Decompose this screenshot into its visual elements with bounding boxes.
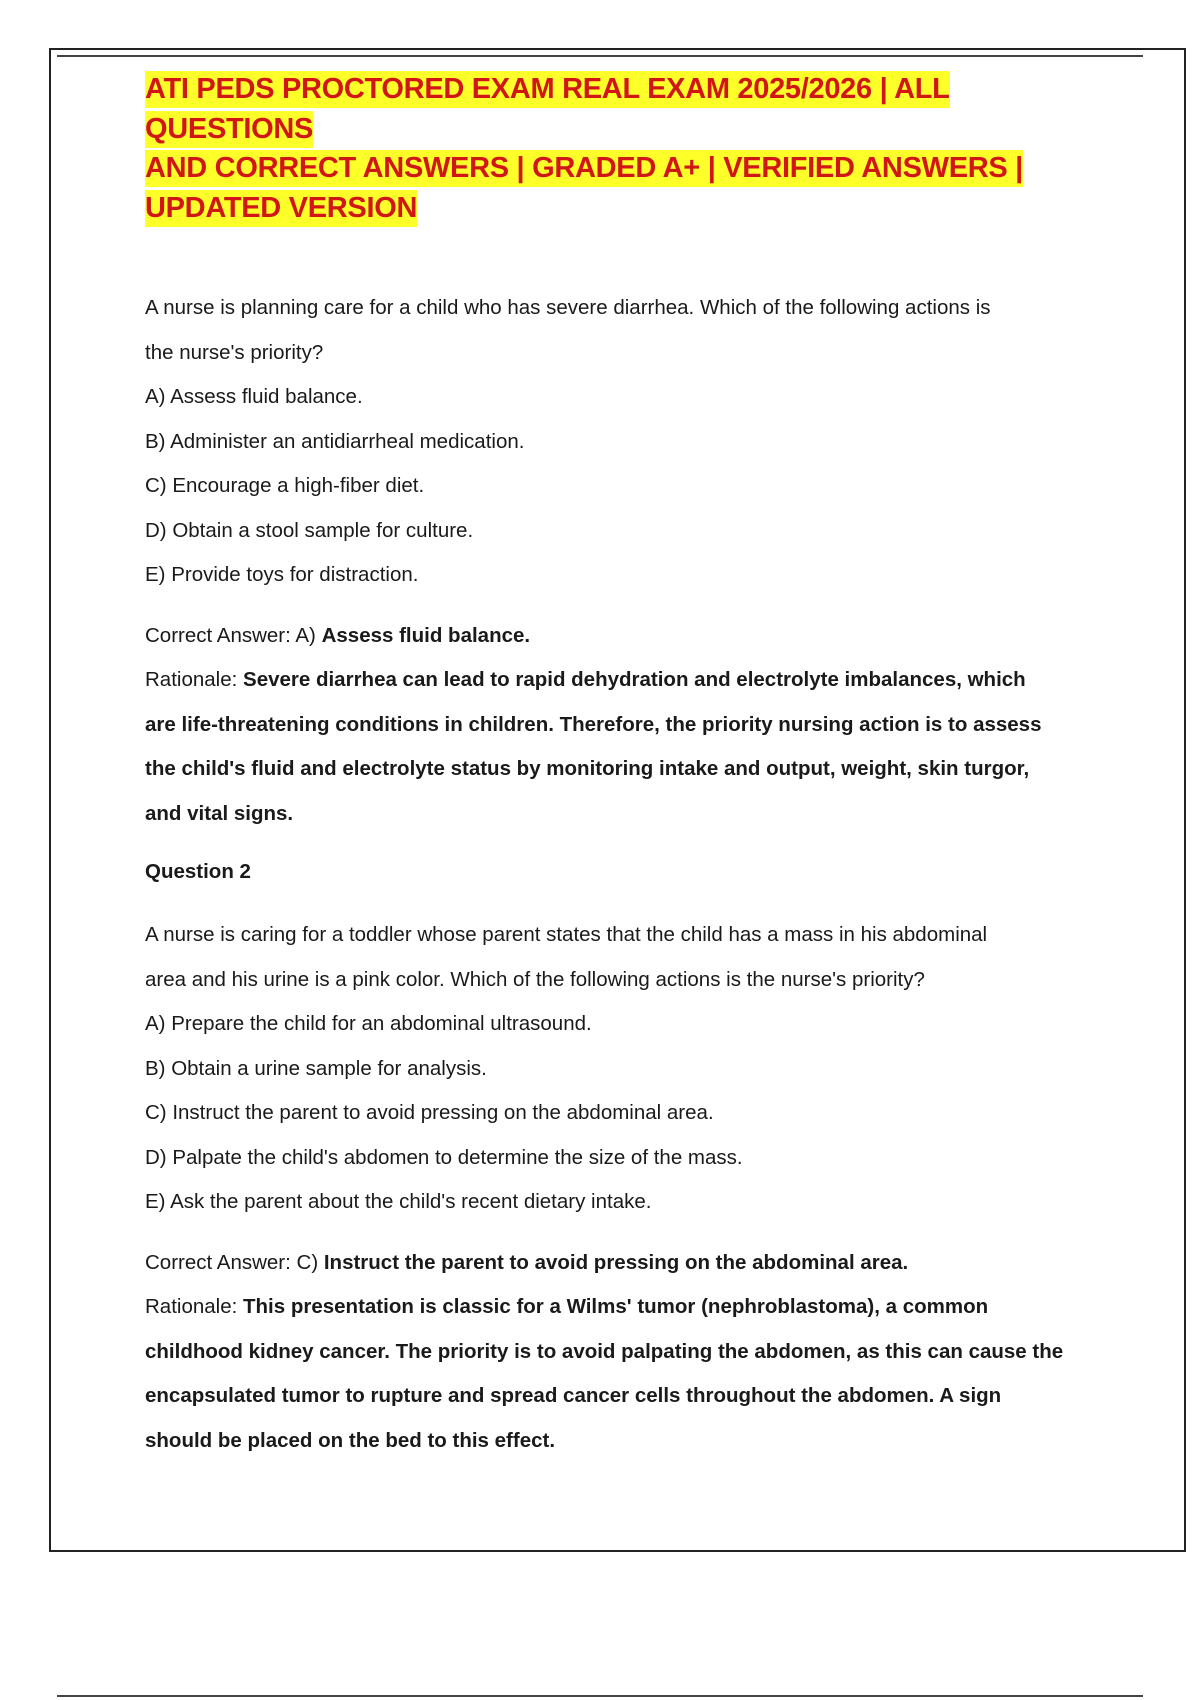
- rationale: [145, 658, 1090, 703]
- rationale-line: and vital signs.: [145, 801, 294, 825]
- question-heading: Question 2: [145, 860, 251, 883]
- rationale-line: should be placed on the bed to this effect.: [145, 1428, 556, 1452]
- document-content: [145, 70, 1090, 1463]
- correct-answer-label: Correct Answer: C): [145, 1250, 324, 1274]
- rationale-line: encapsulated tumor to rupture and spread cancer cells throughout the abdomen. A sign: [145, 1384, 1002, 1407]
- rationale-line: This presentation is classic for a Wilms' tumor (nephroblastoma), a common: [243, 1295, 989, 1318]
- answer-option-a: A) Assess fluid balance.: [145, 385, 363, 408]
- question-stem-line: area and his urine is a pink color. Which of the following actions is the nurse's priority?: [145, 967, 925, 991]
- rationale-label: Rationale:: [145, 668, 244, 691]
- question-stem-line: the nurse's priority?: [145, 340, 324, 364]
- correct-answer-text: Instruct the parent to avoid pressing on the abdominal area.: [323, 1250, 909, 1274]
- title-line: UPDATED VERSION: [145, 190, 417, 227]
- rationale-line: Severe diarrhea can lead to rapid dehydration and electrolyte imbalances, which: [243, 668, 1026, 691]
- correct-answer: [145, 1241, 1090, 1286]
- question-stem-line: A nurse is planning care for a child who has severe diarrhea. Which of the following actions is: [145, 296, 991, 319]
- correct-answer-label: Correct Answer: A): [145, 623, 322, 647]
- rationale-line: childhood kidney cancer. The priority is to avoid palpating the abdomen, as this can cause the: [145, 1339, 1064, 1363]
- answer-option-d: D) Obtain a stool sample for culture.: [145, 518, 474, 542]
- title-line: ATI PEDS PROCTORED EXAM REAL EXAM 2025/2026 | ALL QUESTIONS: [145, 71, 950, 148]
- rationale-line: are life-threatening conditions in children. Therefore, the priority nursing action is to assess: [145, 712, 1042, 736]
- answer-option-c: C) Instruct the parent to avoid pressing on the abdominal area.: [145, 1101, 714, 1124]
- answer-option-d: D) Palpate the child's abdomen to determine the size of the mass.: [145, 1145, 743, 1169]
- correct-answer-text: Assess fluid balance.: [321, 623, 531, 647]
- answer-option-b: B) Obtain a urine sample for analysis.: [145, 1056, 487, 1080]
- rationale-label: Rationale:: [145, 1295, 244, 1318]
- answer-option-b: B) Administer an antidiarrheal medication.: [145, 429, 525, 453]
- question-1: [145, 286, 1090, 836]
- rationale: [145, 1285, 1090, 1330]
- answer-option-e: E) Provide toys for distraction.: [145, 563, 419, 586]
- question-2: [145, 850, 1090, 1463]
- question-stem-line: A nurse is caring for a toddler whose parent states that the child has a mass in his abdominal: [145, 923, 988, 946]
- document-title: [145, 70, 1090, 228]
- rationale-line: the child's fluid and electrolyte status by monitoring intake and output, weight, skin turgor,: [145, 757, 1030, 780]
- correct-answer: [145, 614, 1090, 659]
- bottom-rule: [57, 1695, 1143, 1697]
- answer-option-a: A) Prepare the child for an abdominal ultrasound.: [145, 1012, 592, 1035]
- answer-option-e: E) Ask the parent about the child's recent dietary intake.: [145, 1190, 652, 1213]
- answer-option-c: C) Encourage a high-fiber diet.: [145, 474, 425, 497]
- title-line: AND CORRECT ANSWERS | GRADED A+ | VERIFIED ANSWERS |: [145, 150, 1023, 187]
